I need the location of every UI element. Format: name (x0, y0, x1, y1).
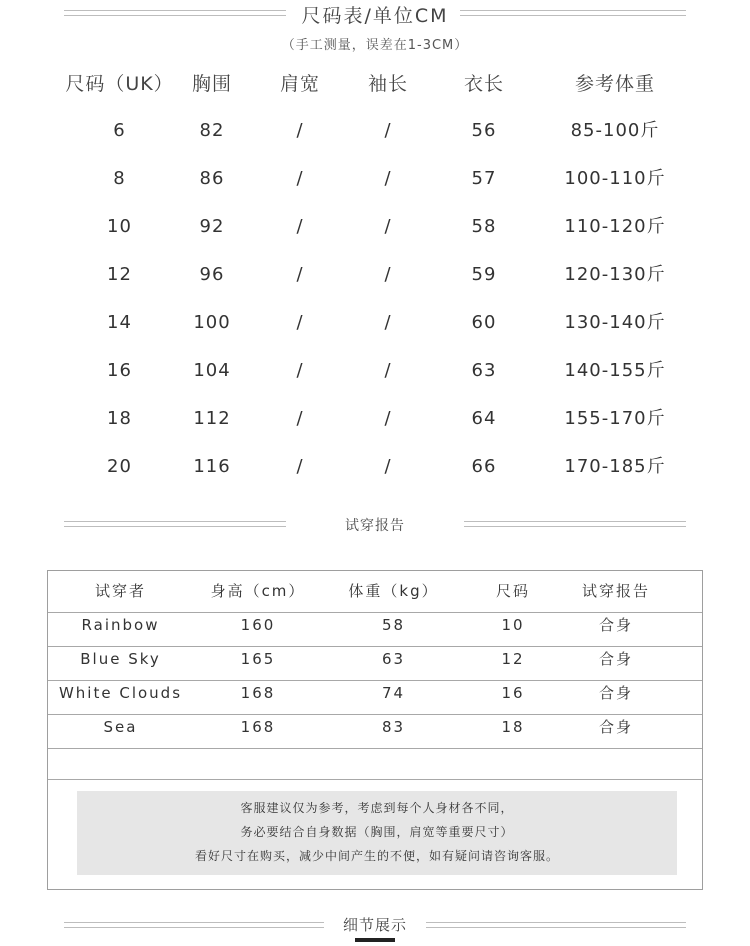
cell-length: 66 (471, 456, 497, 477)
trial-cell-wearer: White Clouds (58, 684, 183, 702)
table-row (0, 203, 750, 251)
trial-cell-wearer: Sea (103, 718, 138, 736)
cell-length: 60 (471, 312, 497, 333)
table-row (0, 107, 750, 155)
detail-section-title: 细节展示 (342, 916, 407, 934)
trial-cell-weight: 58 (381, 616, 406, 634)
trial-cell-wearer: Rainbow (81, 616, 160, 634)
section-underline-bar (355, 938, 395, 942)
table-row (0, 347, 750, 395)
cell-size: 20 (107, 456, 132, 477)
cell-size: 18 (107, 408, 132, 429)
trial-cell-height: 160 (240, 616, 276, 634)
cell-length: 56 (471, 120, 497, 141)
cell-weight: 120-130斤 (564, 264, 666, 285)
table-row (48, 613, 702, 647)
trial-cell-weight: 63 (381, 650, 406, 668)
cell-chest: 86 (199, 168, 225, 189)
cell-sleeve: / (384, 120, 392, 141)
cell-size: 8 (113, 168, 126, 189)
cell-shoulder: / (296, 216, 304, 237)
size-chart-subtitle: （手工测量，误差在1-3CM） (281, 38, 469, 53)
cell-length: 58 (471, 216, 497, 237)
trial-header-row (48, 571, 702, 613)
table-row (48, 647, 702, 681)
cell-length: 59 (471, 264, 497, 285)
trial-cell-report: 合身 (598, 616, 633, 634)
cell-weight: 170-185斤 (564, 456, 666, 477)
trial-cell-size: 18 (501, 718, 525, 736)
trial-cell-report: 合身 (598, 684, 633, 702)
table-row (0, 155, 750, 203)
cell-weight: 85-100斤 (570, 120, 660, 141)
cell-sleeve: / (384, 360, 392, 381)
cell-sleeve: / (384, 408, 392, 429)
cell-weight: 140-155斤 (564, 360, 666, 381)
trial-header-size: 尺码 (495, 582, 530, 600)
cell-size: 10 (107, 216, 132, 237)
cell-shoulder: / (296, 408, 304, 429)
trial-cell-report: 合身 (598, 718, 633, 736)
cell-length: 57 (471, 168, 497, 189)
cell-sleeve: / (384, 264, 392, 285)
cell-length: 63 (471, 360, 497, 381)
trial-cell-report: 合身 (598, 650, 633, 668)
cell-chest: 92 (199, 216, 225, 237)
cell-chest: 112 (193, 408, 231, 429)
note-line: 务必要结合自身数据（胸围，肩宽等重要尺寸） (240, 825, 514, 839)
header-length: 衣长 (463, 73, 504, 95)
cell-shoulder: / (296, 168, 304, 189)
size-chart-header-row (0, 60, 750, 108)
table-row (0, 251, 750, 299)
header-size: 尺码（UK） (65, 73, 174, 95)
trial-cell-wearer: Blue Sky (80, 650, 161, 668)
cell-sleeve: / (384, 312, 392, 333)
cell-weight: 155-170斤 (564, 408, 666, 429)
table-row (0, 395, 750, 443)
trial-header-wearer: 试穿者 (94, 582, 146, 600)
header-sleeve: 袖长 (367, 73, 408, 95)
cell-shoulder: / (296, 312, 304, 333)
cell-shoulder: / (296, 264, 304, 285)
trial-header-height: 身高（cm） (210, 582, 306, 600)
empty-table-row (48, 749, 702, 780)
cell-sleeve: / (384, 216, 392, 237)
cell-size: 16 (107, 360, 132, 381)
trial-cell-weight: 74 (381, 684, 406, 702)
table-row (0, 299, 750, 347)
table-row (48, 715, 702, 749)
trial-cell-weight: 83 (381, 718, 406, 736)
cell-size: 12 (107, 264, 132, 285)
cell-shoulder: / (296, 360, 304, 381)
trial-cell-height: 168 (240, 684, 276, 702)
cell-shoulder: / (296, 456, 304, 477)
header-weight: 参考体重 (574, 73, 655, 95)
cell-sleeve: / (384, 456, 392, 477)
cell-chest: 96 (199, 264, 225, 285)
cell-sleeve: / (384, 168, 392, 189)
cell-length: 64 (471, 408, 497, 429)
cell-chest: 104 (193, 360, 231, 381)
cell-shoulder: / (296, 120, 304, 141)
note-line: 看好尺寸在购买，减少中间产生的不便，如有疑问请咨询客服。 (194, 849, 559, 863)
cell-weight: 100-110斤 (564, 168, 666, 189)
fit-advice-note (77, 791, 677, 875)
cell-weight: 130-140斤 (564, 312, 666, 333)
cell-chest: 100 (193, 312, 231, 333)
cell-chest: 82 (199, 120, 225, 141)
trial-cell-height: 165 (240, 650, 276, 668)
trial-report-title: 试穿报告 (345, 518, 405, 534)
trial-header-report: 试穿报告 (581, 582, 650, 600)
header-shoulder: 肩宽 (279, 73, 320, 95)
size-chart-title: 尺码表/单位CM (301, 5, 449, 27)
cell-chest: 116 (193, 456, 231, 477)
table-row (48, 681, 702, 715)
cell-size: 14 (107, 312, 132, 333)
trial-cell-height: 168 (240, 718, 276, 736)
trial-cell-size: 10 (501, 616, 525, 634)
trial-header-weight: 体重（kg） (348, 582, 439, 600)
note-line: 客服建议仅为参考，考虑到每个人身材各不同， (240, 801, 514, 815)
trial-report-table (47, 570, 703, 890)
cell-size: 6 (113, 120, 126, 141)
trial-cell-size: 16 (501, 684, 525, 702)
trial-cell-size: 12 (501, 650, 525, 668)
table-row (0, 443, 750, 491)
header-chest: 胸围 (191, 73, 232, 95)
cell-weight: 110-120斤 (564, 216, 666, 237)
